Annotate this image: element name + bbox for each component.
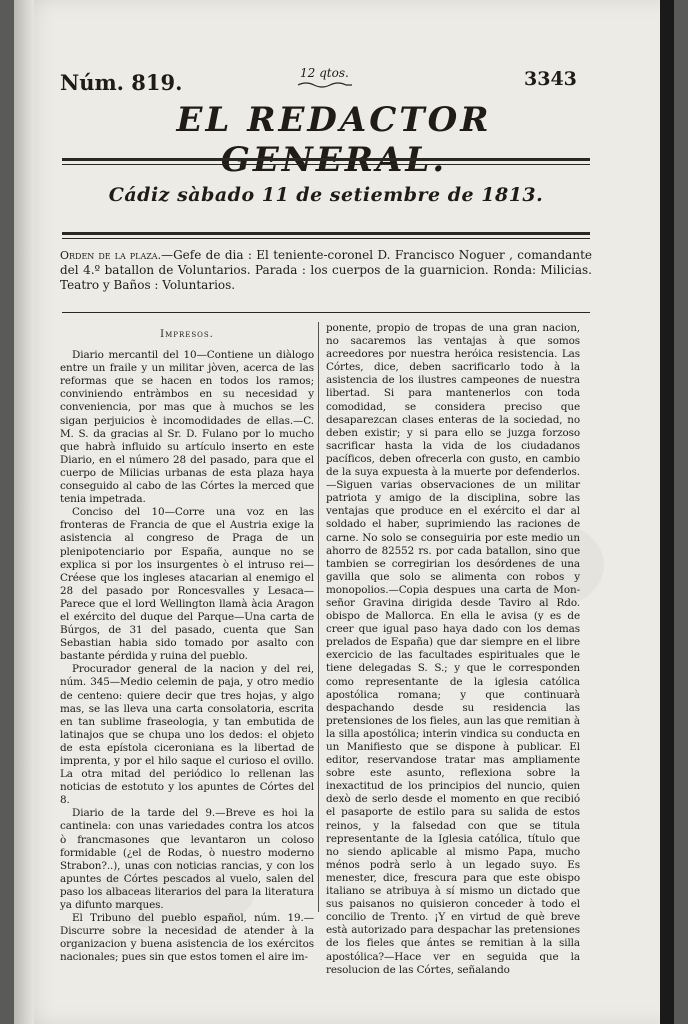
flourish-ornament (296, 80, 354, 90)
price-note: 12 qtos. (300, 66, 349, 80)
newspaper-page (14, 0, 674, 1024)
masthead-rule (62, 158, 590, 165)
article-paragraph: Diario mercantil del 10—Contiene un diàlogo entre un fraile y un militar jòven, acerca de las reformas que se hacen en todos los ramos; conviniendo entràmbos en su necesidad y conveniencia, por mas que à muchos se les sigan perjuicios è incomodidades de ellas.—C. M. S. da gracias al Sr. D. Fulano por lo mucho que habrà influido su artículo inserto en este Diario, en el número 28 del pasado, para que el cuerpo de Milicias urbanas de esta plaza haya conseguido al cabo de las Córtes la merced que tenia impetrada. (60, 349, 314, 506)
article-paragraph: ponente, propio de tropas de una gran nacion, no sacaremos las ventajas à que somos acreedores por nuestra heróica resistencia. Las Córtes, dice, deben sacrificarlo todo à la asistencia de los ilustres campeones de nuestra libertad. Si para mantenerlos con toda comodidad, se considera preciso que desaparezcan clases enteras de la sociedad, no deben existir; y si para ello se juzga forzoso sacrificar hasta la vida de los ciudadanos pacíficos, deben ofrecerla con gusto, en cambio de la suya expuesta à la muerte por defenderlos.—Siguen varias observaciones de un militar patriota y amigo de la disciplina, sobre las ventajas que produce en el exército el dar al soldado el haber, suprimiendo las raciones de carne. No solo se conseguiria por este medio un ahorro de 82552 rs. por cada batallon, sino que tambien se corregirian los desórdenes de una gavilla que solo se alimenta con robos y monopolios.—Copia despues una carta de Mon-señor Gravina dirigida desde Taviro al Rdo. obispo de Mallorca. En ella le avisa (y es de creer que igual paso haya dado con los demas prelados de España) que dar siempre en el libre exercicio de las facultades espirituales que le tiene delegadas S. S.; y que le corresponden como representante de la iglesia católica apostólica romana; y que continuarà despachando desde su residencia las pretensiones de los fieles, aun las que remitian à la silla apostólica; interin vindica su conducta en un Manifiesto que se dispone à publicar. El editor, reservandose tratar mas ampliamente sobre este asunto, reflexiona sobre la inexactitud de los principios del nuncio, quien dexò de serlo desde el momento en que recibió el pasaporte de estilo para su salida de estos reinos, y la falsedad con que se titula representante de la Iglesia católica, título que no siendo aplicable al mismo Papa, mucho ménos podrà serlo à un legado suyo. Es menester, dice, frescura para que este obispo italiano se atribuya à sí mismo un dictado que sus paisanos no quisieron conceder à todo el concilio de Trento. ¡Y en virtud de què breve està autorizado para despachar las pretensiones de los fieles que ántes se remitian à la silla apostólica?—Hace ver en seguida que la resolucion de las Córtes, señalando (326, 322, 580, 976)
left-column (60, 322, 314, 965)
column-divider (318, 322, 319, 912)
orden-text: —Gefe de dia : El teniente-coronel D. Francisco Noguer , comandante del 4.º batallon de Voluntarios. Parada : los cuerpos de la guarnicion. Ronda: Milicias. Teatro y Baños : Voluntarios. (60, 248, 592, 292)
article-paragraph: Procurador general de la nacion y del rei, núm. 345—Medio celemin de paja, y otro medio de centeno: quiere decir que tres hojas, y algo mas, se las lleva una carta consolatoria, escrita en tan sublime fraseologia, y tan embutida de latinajos que se chupa uno los dedos: el objeto de esta epístola ciceroniana es la libertad de imprenta, y por el hilo saque el curioso el ovillo. La otra mitad del periódico lo rellenan las noticias de estotuto y los apuntes de Córtes del 8. (60, 663, 314, 807)
binding-gutter (14, 0, 34, 1024)
article-paragraph: Diario de la tarde del 9.—Breve es hoi la cantinela: con unas variedades contra los atcos ò francmasones que levantaron un coloso formidable (¿el de Rodas, ò nuestro moderno Strabon?..), unas con noticias rancias, y con los apuntes de Córtes pescados al vuelo, salen del paso los albaceas literarios del para la literatura ya difunto marques. (60, 807, 314, 912)
right-column (326, 322, 580, 977)
dateline: Cádiz sàbado 11 de setiembre de 1813. (108, 184, 544, 206)
orden-label: Orden de la plaza. (60, 249, 162, 262)
impresos-heading: Impresos. (160, 329, 214, 340)
article-paragraph: Conciso del 10—Corre una voz en las fronteras de Francia de que el Austria exige la asistencia al congreso de Praga de un plenipotenciario por España, aunque no se explica si por los insurgentes ò el intruso rei—Créese que los ingleses atacarian al enemigo el 28 del pasado por Roncesvalles y Lesaca—Parece que el lord Wellington llamà àcia Aragon el exército del duque del Parque—Una carta de Búrgos, de 31 del pasado, cuenta que San Sebastian habia sido tomado por asalto con bastante pérdida y ruina del pueblo. (60, 506, 314, 663)
orden-de-la-plaza (60, 248, 592, 293)
scan-edge (660, 0, 674, 1024)
masthead-title: EL REDACTOR GENERAL. (176, 100, 492, 180)
issue-number: Núm. 819. (60, 70, 183, 95)
page-number: 3343 (524, 68, 577, 90)
section-rule (62, 312, 590, 313)
article-paragraph: El Tribuno del pueblo español, núm. 19.—Discurre sobre la necesidad de atender à la organizacion y buena asistencia de los exércitos nacionales; pues sin que estos tomen el aire im- (60, 912, 314, 964)
dateline-rule (62, 232, 590, 239)
